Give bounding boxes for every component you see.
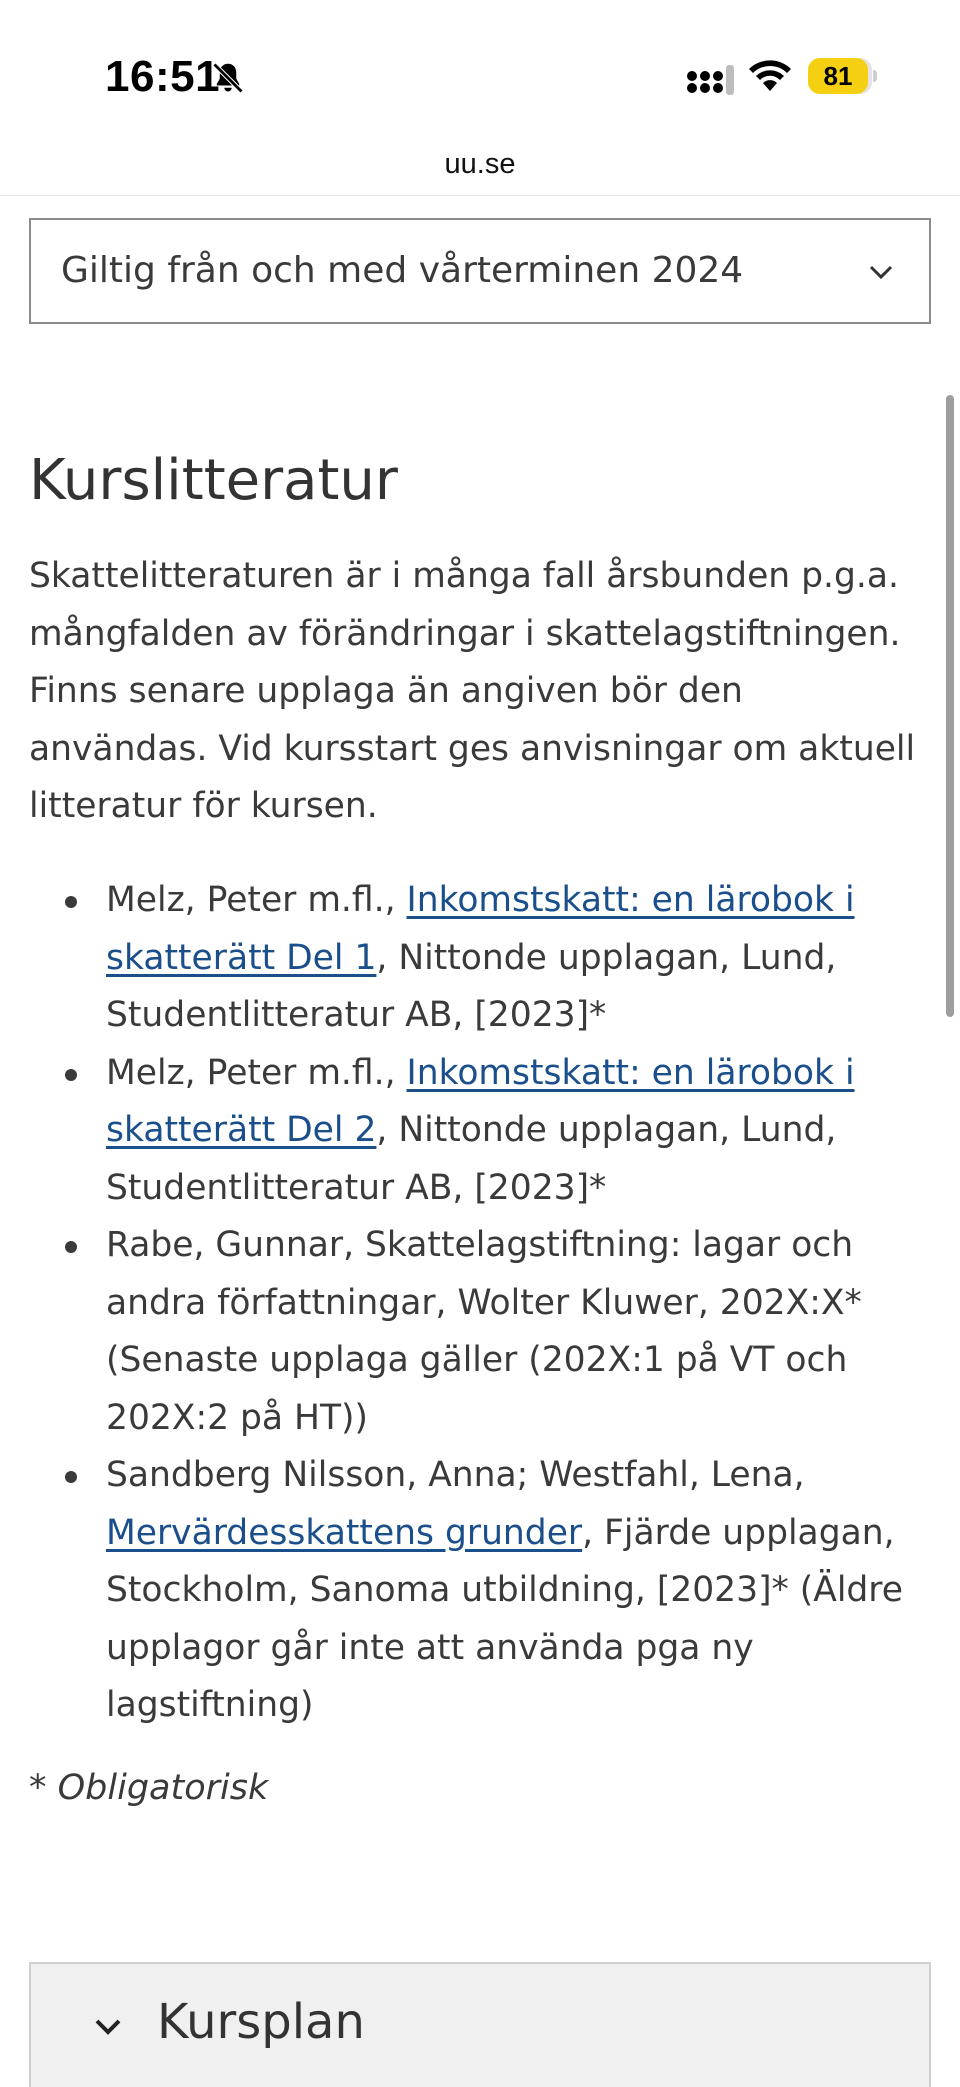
book-link[interactable]: Inkomstskatt: en lärobok i skatterätt Del 2 bbox=[106, 1052, 855, 1150]
item-text: , Fjärde upplagan, Stockholm, Sanoma utbildning, [2023]* (Äldre upplagor går inte att använda pga ny lagstiftning) bbox=[106, 1512, 903, 1725]
battery-icon bbox=[808, 58, 876, 94]
bullet bbox=[65, 896, 77, 908]
literature-list bbox=[29, 872, 939, 1735]
item-text: , Nittonde upplagan, Lund, Studentlitteratur AB, [2023]* bbox=[106, 1110, 837, 1208]
bullet bbox=[65, 1471, 77, 1483]
item-text: Melz, Peter m.fl., bbox=[106, 880, 407, 920]
bell-slash-icon bbox=[210, 60, 246, 96]
mandatory-note: * Obligatorisk bbox=[29, 1768, 269, 1808]
list-item bbox=[29, 872, 939, 1045]
url-text: uu.se bbox=[444, 148, 516, 180]
book-link[interactable]: Mervärdesskattens grunder bbox=[106, 1512, 583, 1553]
wifi-icon bbox=[748, 58, 792, 94]
term-select[interactable] bbox=[29, 218, 931, 324]
status-time: 16:51 bbox=[105, 52, 221, 101]
chevron-down-icon bbox=[867, 258, 895, 286]
accordion-title: Kursplan bbox=[157, 1994, 365, 2050]
item-text: , Nittonde upplagan, Lund, Studentlitteratur AB, [2023]* bbox=[106, 937, 837, 1035]
bullet bbox=[65, 1241, 77, 1253]
signal-icon bbox=[686, 64, 736, 96]
term-select-value: Giltig från och med vårterminen 2024 bbox=[61, 250, 744, 291]
item-text: Sandberg Nilsson, Anna; Westfahl, Lena, bbox=[106, 1455, 805, 1495]
item-text: Rabe, Gunnar, Skattelagstiftning: lagar och andra författningar, Wolter Kluwer, 202X:X* (Senaste upplaga gäller (202X:1 på VT och 202X:2 på HT)) bbox=[106, 1225, 862, 1438]
list-item bbox=[29, 1217, 939, 1447]
address-bar[interactable] bbox=[0, 140, 960, 196]
accordion-kursplan[interactable] bbox=[29, 1962, 931, 2087]
section-heading: Kurslitteratur bbox=[29, 448, 398, 513]
list-item bbox=[29, 1447, 939, 1735]
chevron-down-icon bbox=[91, 2010, 125, 2044]
scrollbar[interactable] bbox=[946, 395, 954, 1017]
item-text: Melz, Peter m.fl., bbox=[106, 1052, 407, 1093]
intro-text: Skattelitteraturen är i många fall årsbunden p.g.a. mångfalden av förändringar i skattelagstiftningen. Finns senare upplaga än angiven bör den användas. Vid kursstart ges anvisningar om aktuell litteratur för kursen. bbox=[29, 556, 916, 826]
book-link[interactable]: Inkomstskatt: en lärobok i skatterätt Del 1 bbox=[106, 880, 855, 978]
battery-level: 81 bbox=[823, 61, 853, 91]
list-item bbox=[29, 1045, 939, 1218]
status-bar bbox=[0, 0, 960, 140]
bullet bbox=[65, 1069, 77, 1081]
